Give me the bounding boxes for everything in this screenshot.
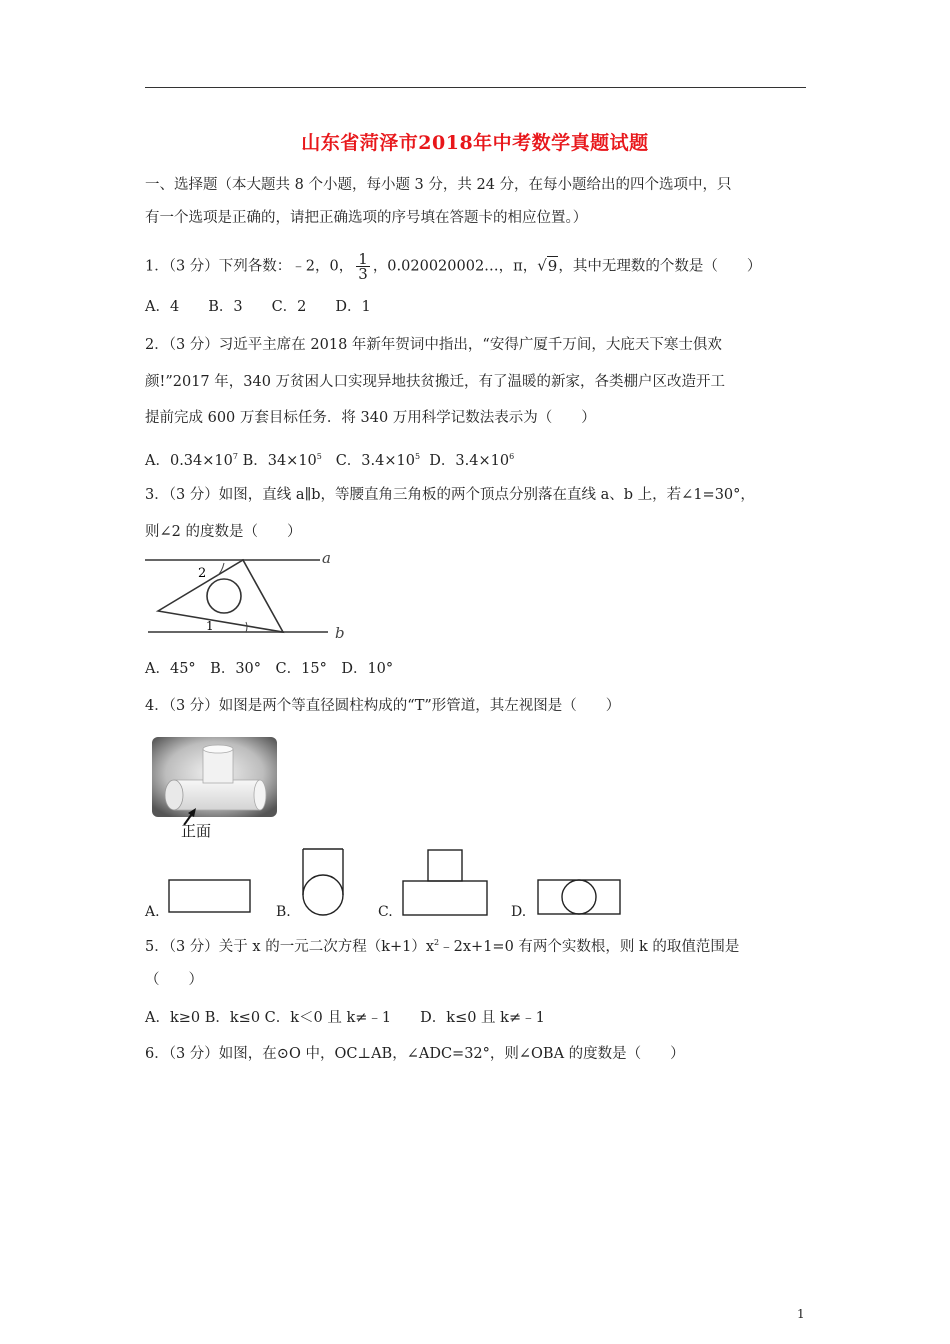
fraction-one-third (356, 252, 370, 281)
q4-option-d-figure (536, 878, 624, 918)
vertical-pipe (203, 749, 233, 783)
q2-line2: 颜!”2017 年，340 万贫困人口实现异地扶贫搬迁，有了温暖的新家，各类棚户区改造开工 (145, 374, 726, 390)
angle-2-label: 2 (198, 566, 207, 581)
question-5 (145, 933, 739, 957)
pipe-end-right (254, 780, 266, 810)
set-square-hole (207, 579, 241, 613)
q4-option-d-label: D. (511, 904, 527, 920)
vertical-pipe-top (203, 745, 233, 753)
sqrt-expression: √9 (537, 256, 558, 275)
q2-line3: 提前完成 600 万套目标任务．将 340 万用科学记数法表示为（ ） (145, 410, 596, 426)
q4-option-b-label: B. (276, 904, 291, 920)
option-d-rect (538, 880, 620, 914)
header-rule (145, 87, 806, 88)
q1-suffix: ，其中无理数的个数是（ ） (558, 258, 762, 275)
rectangle-shape (169, 880, 250, 912)
fraction-numerator: 1 (358, 250, 368, 268)
q2-option-d: D．3.4×10 (429, 452, 510, 469)
q1-middle: ，0.020020002…，π， (372, 258, 538, 275)
option-c-bottom-rect (403, 881, 487, 915)
t-pipe-photo (148, 735, 280, 840)
q3-line1: 3．（3 分）如图，直线 a∥b，等腰直角三角板的两个顶点分别落在直线 a、b 上，若∠1=30°， (145, 487, 755, 503)
q3-triangle-figure (140, 545, 365, 645)
q3-options: A．45° B．30° C．15° D．10° (145, 661, 394, 677)
q4-option-a-figure (168, 879, 254, 915)
horizontal-pipe (174, 780, 260, 810)
q2-option-c-exponent: 5 (414, 452, 421, 461)
q2-option-b: B．34×10 (242, 452, 317, 469)
q6-line1: 6．（3 分）如图，在⊙O 中，OC⊥AB，∠ADC=32°，则∠OBA 的度数是（ ） (145, 1046, 685, 1062)
q2-options (145, 447, 514, 471)
q4-option-b-figure (299, 847, 349, 921)
photo-caption-front: 正面 (181, 822, 212, 840)
q5-prefix: 5．（3 分）关于 x 的一元二次方程（k+1）x (145, 938, 435, 955)
option-c-top-rect (428, 850, 462, 881)
option-b-circle (303, 875, 343, 915)
q2-option-d-exponent: 6 (509, 452, 515, 461)
angle-1-label: 1 (206, 619, 214, 633)
q5-line2: （ ） (145, 972, 203, 988)
q2-option-c: C．3.4×10 (335, 452, 415, 469)
line-a-label: a (322, 549, 331, 567)
section-intro-line2: 有一个选项是正确的，请把正确选项的序号填在答题卡的相应位置。） (145, 210, 588, 226)
q5-suffix: ﹣2x+1=0 有两个实数根，则 k 的取值范围是 (439, 938, 740, 955)
q4-option-a-label: A. (145, 904, 160, 920)
q4-line1: 4．（3 分）如图是两个等直径圆柱构成的“T”形管道，其左视图是（ ） (145, 698, 621, 714)
fraction-denominator: 3 (358, 265, 368, 283)
sqrt-radicand: 9 (547, 256, 558, 275)
q1-prefix: 1．（3 分）下列各数：﹣2，0， (145, 258, 354, 275)
q2-option-a-exponent: 7 (232, 452, 238, 461)
line-b-label: b (335, 624, 345, 642)
set-square-triangle (158, 560, 283, 632)
q4-option-c-label: C. (378, 904, 393, 920)
question-1 (145, 252, 761, 281)
q2-option-a: A．0.34×10 (145, 452, 233, 469)
pipe-end-left (165, 780, 183, 810)
q1-options: A．4 B．3 C．2 D．1 (145, 299, 371, 315)
q5-options: A．k≥0 B．k≤0 C．k＜0 且 k≠﹣1 D．k≤0 且 k≠﹣1 (145, 1010, 545, 1026)
option-d-circle (562, 880, 596, 914)
page-title: 山东省菏泽市2018年中考数学真题试题 (301, 132, 649, 154)
q4-option-c-figure (401, 848, 491, 918)
q2-option-b-exponent: 5 (316, 452, 322, 461)
angle-1-arc (246, 622, 247, 632)
page-number: 1 (797, 1307, 805, 1321)
section-intro-line1: 一、选择题（本大题共 8 个小题，每小题 3 分，共 24 分，在每小题给出的四个选项中，只 (145, 177, 732, 193)
q2-line1: 2．（3 分）习近平主席在 2018 年新年贺词中指出，“安得广厦千万间，大庇天下寒士俱欢 (145, 337, 722, 353)
q3-line2: 则∠2 的度数是（ ） (145, 524, 302, 540)
q5-exponent: 2 (434, 938, 440, 947)
